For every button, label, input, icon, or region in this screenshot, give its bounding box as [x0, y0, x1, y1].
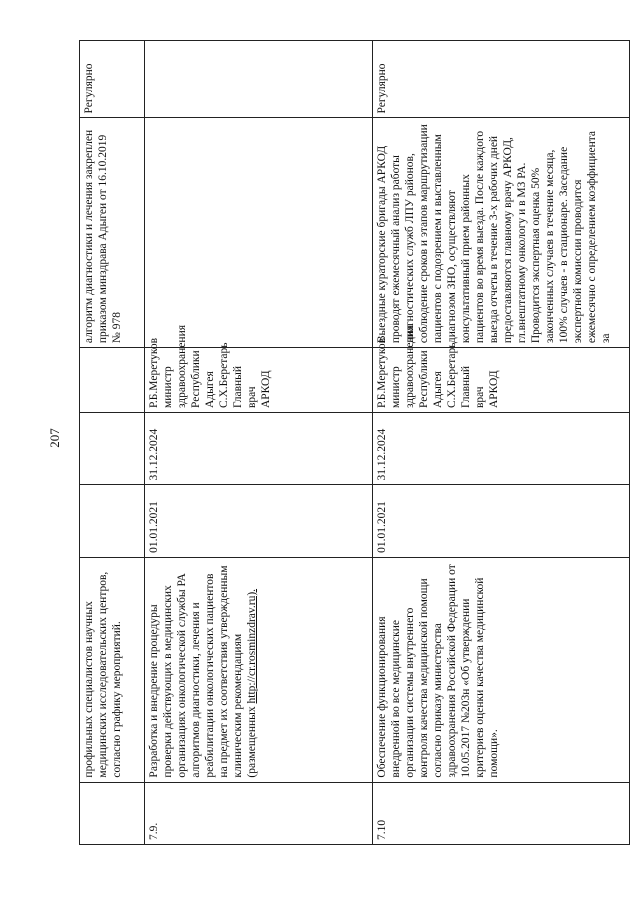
plan-table	[79, 40, 630, 845]
date-end: 31.12.2024	[373, 413, 630, 485]
date-start: 01.01.2021	[145, 485, 373, 557]
row-number: 7.9.	[145, 782, 373, 844]
measure-cell	[145, 557, 373, 782]
measure-text: Обеспечение функционирования внедренной во все медицинские организации системы внутреннего контроля качества медицинской помощи согласно приказу министерства здравоохранения Российской Федерации от 10.05.2017 №203н «Об утверждении критериев оценки качества медицинской помощи».	[373, 557, 630, 782]
responsible	[80, 348, 145, 413]
table-row	[145, 41, 373, 845]
table-row	[373, 41, 630, 845]
date-end	[80, 413, 145, 485]
rotated-page	[79, 40, 616, 845]
date-start	[80, 485, 145, 557]
periodicity: Регулярно	[80, 41, 145, 118]
result-text: алгоритм диагностики и лечения закреплен приказом минздрава Адыгеи от 16.10.2019 № 978	[80, 118, 145, 348]
periodicity: Регулярно	[373, 41, 630, 118]
date-start: 01.01.2021	[373, 485, 630, 557]
row-number: 7.10	[373, 782, 630, 844]
guidelines-link[interactable]: http://cr.rosminzdrav.ru).	[246, 588, 258, 704]
periodicity	[145, 41, 373, 118]
page-number: 207	[47, 428, 62, 448]
responsible: Р.Б.Меретуков министр здравоохранения Республики Адыгея С.Х.Беретарь Главный врач АРКОД	[145, 348, 373, 413]
result-text	[145, 118, 373, 348]
table-row	[80, 41, 145, 845]
measure-text: Разработка и внедрение процедуры проверки действующих в медицинских организациях онкологической службы РА алгоритмов диагностики, лечения и реабилитации онкологических пациентов на предмет их соответствия утвержденным клиническим рекомендациям (размещенных	[148, 565, 258, 778]
row-number	[80, 782, 145, 844]
measure-text: профильных специалистов научных медицинских исследовательских центров, согласно графику мероприятий.	[80, 557, 145, 782]
responsible: Р.Б.Меретуков министр здравоохранения Республики Адыгея С.Х.Беретарь Главный врач АРКОД	[373, 348, 630, 413]
date-end: 31.12.2024	[145, 413, 373, 485]
result-text: Выездные кураторские бригады АРКОД проводят ежемесячный анализ работы диагностических служб ЛПУ районов, соблюдение сроков и этапов маршрутизации пациентов с подозрением и выставленным диагнозом ЗНО, осуществляют консультативный прием районных пациентов во время выезда. После каждого выезда отчеты в течение 3-х рабочих дней предоставляются главному врачу АРКОД, гл.внештатному онкологу и в МЗ РА. Проводится экспертная оценка 50% законченных случаев в течение месяца, 100% случаев - в стационаре. Заседание экспертной комиссии проводится ежемесячно с определением коэффициента за	[373, 118, 630, 348]
